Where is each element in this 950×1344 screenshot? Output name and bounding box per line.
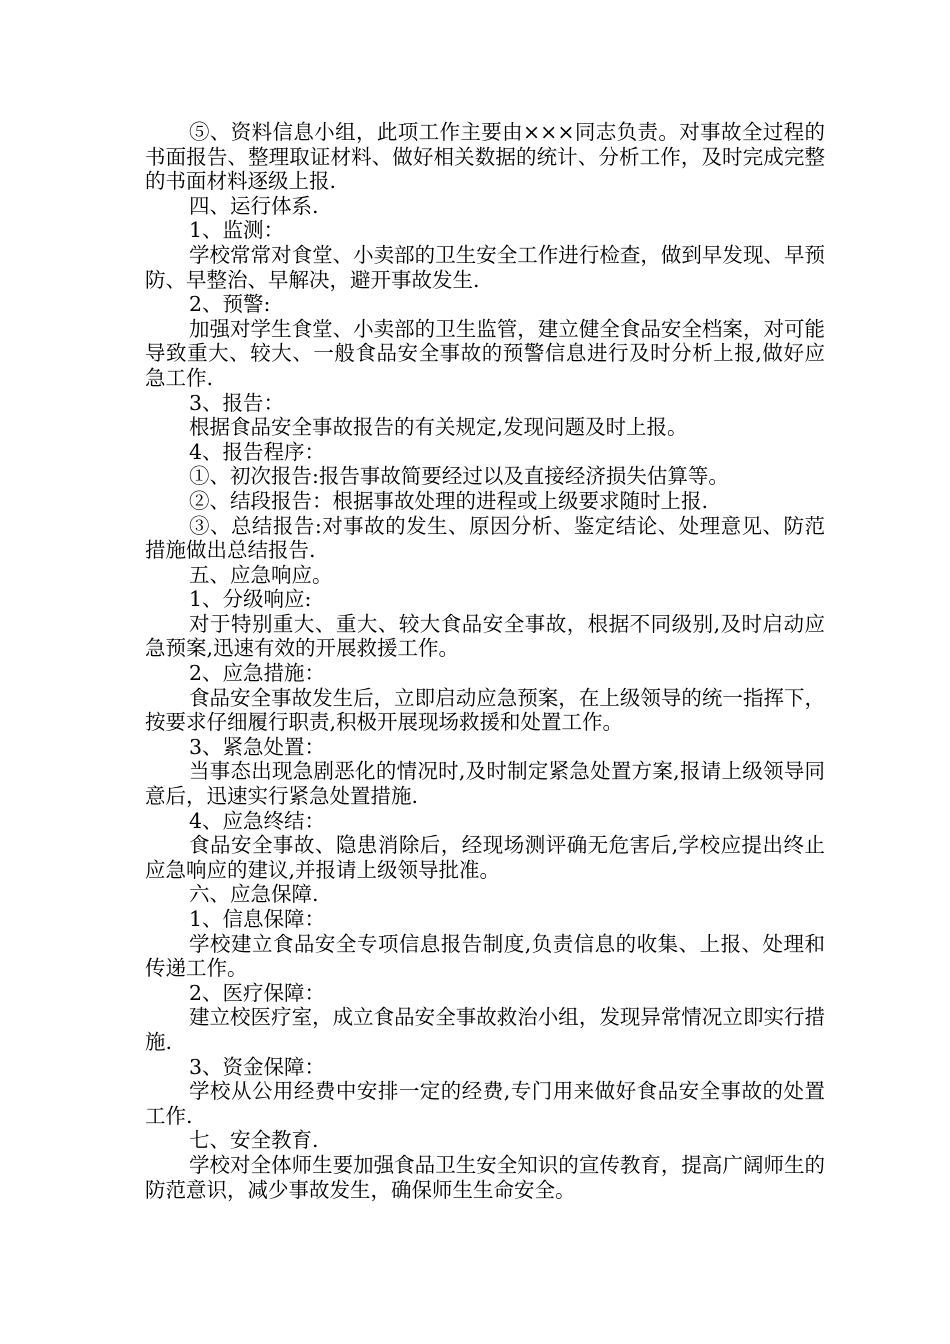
paragraph: 当事态出现急剧恶化的情况时,及时制定紧急处置方案,报请上级领导同意后，迅速实行紧急处置措施.: [145, 759, 825, 809]
subheading: 2、预警:: [189, 292, 271, 317]
paragraph: ⑤、资料信息小组，此项工作主要由×××同志负责。对事故全过程的书面报告、整理取证材料、做好相关数据的统计、分析工作，及时完成完整的书面材料逐级上报.: [145, 120, 825, 194]
paragraph: 根据食品安全事故报告的有关规定,发现问题及时上报。: [189, 415, 688, 440]
subheading: 1、监测：: [189, 218, 285, 243]
paragraph: ③、总结报告:对事故的发生、原因分析、鉴定结论、处理意见、防范措施做出总结报告.: [145, 513, 825, 563]
paragraph: 建立校医疗室，成立食品安全事故救治小组，发现异常情况立即实行措施.: [145, 1005, 825, 1054]
paragraph: 加强对学生食堂、小卖部的卫生监管，建立健全食品安全档案，对可能导致重大、较大、一般食品安全事故的预警信息进行及时分析上报,做好应急工作.: [145, 316, 825, 390]
paragraph: 对于特别重大、重大、较大食品安全事故，根据不同级别,及时启动应急预案,迅速有效的开展救援工作。: [145, 611, 825, 661]
subheading: 4、报告程序：: [189, 439, 326, 464]
paragraph: ①、初次报告:报告事故简要经过以及直接经济损失估算等。: [189, 464, 729, 489]
section-heading: 六、应急保障.: [189, 882, 319, 907]
subheading: 1、分级响应:: [189, 587, 312, 612]
subheading: 3、紧急处置：: [189, 734, 326, 759]
section-heading: 五、应急响应。: [189, 562, 333, 587]
paragraph: 食品安全事故、隐患消除后，经现场测评确无危害后,学校应提出终止应急响应的建议,并报请上级领导批准。: [145, 833, 825, 882]
subheading: 2、医疗保障：: [189, 980, 326, 1005]
document-body: [145, 120, 825, 1202]
paragraph: 学校建立食品安全专项信息报告制度,负责信息的收集、上报、处理和传递工作。: [145, 931, 825, 981]
paragraph: 学校对全体师生要加强食品卫生安全知识的宣传教育，提高广阔师生的防范意识，减少事故发生，确保师生生命安全。: [145, 1152, 825, 1202]
section-heading: 四、运行体系.: [189, 193, 319, 218]
subheading: 1、信息保障：: [189, 907, 326, 931]
paragraph: 学校从公用经费中安排一定的经费,专门用来做好食品安全事故的处置工作.: [145, 1079, 825, 1128]
section-heading: 七、安全教育.: [189, 1128, 319, 1153]
subheading: 3、资金保障：: [189, 1054, 326, 1079]
paragraph: ②、结段报告：根据事故处理的进程或上级要求随时上报.: [189, 488, 709, 513]
subheading: 4、应急终结：: [189, 808, 326, 833]
subheading: 2、应急措施：: [189, 661, 326, 686]
paragraph: 学校常常对食堂、小卖部的卫生安全工作进行检查，做到早发现、早预防、早整治、早解决，避开事故发生.: [145, 242, 825, 292]
paragraph: 食品安全事故发生后，立即启动应急预案，在上级领导的统一指挥下，按要求仔细履行职责,积极开展现场救援和处置工作。: [145, 685, 825, 735]
subheading: 3、报告：: [189, 390, 285, 415]
